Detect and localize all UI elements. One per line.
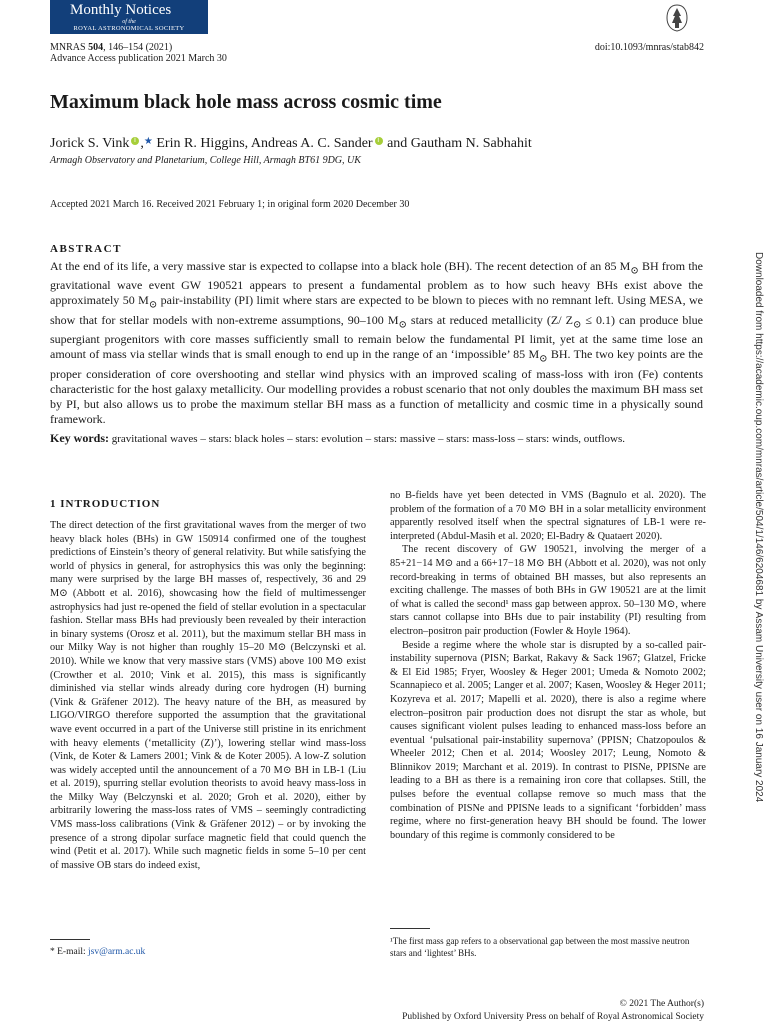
footnote-rule <box>50 939 90 940</box>
journal-name-of: of the <box>122 19 136 25</box>
copyright: © 2021 The Author(s) <box>619 999 704 1009</box>
intro-paragraph-1-cont: no B-fields have yet been detected in VMS (Bagnulo et al. 2020). The problem of the formation of a 70 M⊙ BH in a solar metallicity environment apparently resolved itself when the spectral signatures of LB-1 were re-interpreted (Abdul-Masih et al. 2020; El-Badry & Quataert 2020). <box>390 490 706 542</box>
affiliation: Armagh Observatory and Planetarium, College Hill, Armagh BT61 9DG, UK <box>50 155 361 166</box>
abstract-text: At the end of its life, a very massive star is expected to collapse into a black hole (BH). The recent detection of an 85 $M_⊙$ BH from the gravitational wave event GW 190521 appears to present a fundamental problem as to how such heavy BHs exist above the approximately 50 $M_⊙$ pair-instability (PI) limit where stars are expected to be blown to pieces with no remnant left. Using MESA, we show that for stellar models with non-extreme assumptions, 90–100 $M_⊙$ stars at reduced metallicity (Z/ $Z_⊙ \le 0.1$) can produce blue supergiant progenitors with core masses sufficiently small to remain below the fundamental PI limit, yet at the same time lose an amount of mass via stellar winds that is small enough to end up in the range of an ‘impossible’ 85 $M_⊙$ BH. The two key points are the proper consideration of core overshooting and stellar wind physics with an improved scaling of mass-loss with iron (Fe) contents characteristic for the host galaxy metallicity. Our modelling provides a robust scenario that not only doubles the maximum BH mass set by PI, but also allows us to probe the maximum stellar BH mass as a function of metallicity and cosmic time in a physically sound framework. <box>50 259 703 426</box>
email-link[interactable]: jsv@arm.ac.uk <box>88 947 146 957</box>
abstract-heading: ABSTRACT <box>50 243 122 255</box>
email-footnote: * E-mail: jsv@arm.ac.uk <box>50 947 146 957</box>
keywords: Key words: gravitational waves – stars: black holes – stars: evolution – stars: massive – stars: mass-loss – stars: winds, outflows. <box>50 431 626 445</box>
section-heading-introduction: 1 INTRODUCTION <box>50 498 161 510</box>
doi[interactable]: doi:10.1093/mnras/stab842 <box>594 42 704 53</box>
intro-paragraph-1: The direct detection of the first gravitational waves from the merger of two heavy black holes (BHs) in GW 150914 confirmed one of the toughest predictions of Einstein’s theory of general relativity. But while satisfying the world of physics in general, for astrophysics this was only the beginning: many were surprised by the large BH masses of, respectively, 36 and 29 M⊙ (Abbott et al. 2016), showcasing how the field of multimessenger astrophysics had just re-opened the field of stellar evolution in a spectacular fashion. Stellar mass BHs had previously been revealed by their interaction in binary systems (Orosz et al. 2011), but the maximum stellar BH mass in our Milky Way is not higher than roughly 15–20 M⊙ (Belczynski et al. 2010). While we know that very massive stars (VMS) above 100 M⊙ exist (Crowther et al. 2010; Vink et al. 2015), this mass is significantly diminished via stellar winds already during core hydrogen (H) burning (Vink & Gräfener 2012). The heavy nature of the BH, as measured by LIGO/VIRGO therefore supported the assumption that the gravitational wave event occurred in a part of the Universe still pristine in its enrichment with heavy elements (‘metallicity (Z)’), lowering stellar wind mass-loss (Vink, de Koter & Lamers 2001; Vink & de Koter 2005). A low-Z solution was widely accepted until the announcement of a 70 M⊙ BH in LB-1 (Liu et al. 2019), spurring stellar evolution theorists to avoid heavy mass-loss in the Milky Way (Belczynski et al. 2020; Groh et al. 2020), either by arbitrarily lowering the mass-loss rates of VMS – seemingly contradicting VMS mass-loss calibrations (Vink & Gräfener 2012) – or by invoking the presence of a strong dipolar surface magnetic field that could quench the wind (Petit et al. 2017). While such magnetic fields in some 5–10 per cent of massive OB stars do indeed exist, <box>50 520 366 871</box>
intro-paragraph-3: Beside a regime where the whole star is disrupted by a so-called pair-instability supernova (PISN; Barkat, Rakavy & Sack 1967; Glatzel, Fricke & El Eid 1985; Fryer, Woosley & Heger 2001; Umeda & Nomoto 2002; Scannapieco et al. 2005; Langer et al. 2007; Kasen, Woosley & Heger 2011; Kozyreva et al. 2017; Mapelli et al. 2020), there is also a regime where electron–positron pair production does not disrupt the star as whole, but causes significant violent pulses leading to enhanced mass-loss before an eventual ‘pulsational pair-instability supernova’ (PPISN; Chatzopoulos & Wheeler 2012; Chen et al. 2014; Woosley 2017; Leung, Nomoto & Blinnikov 2019; Marchant et al. 2019). In contrast to PISNe, PPISNe are leading to a BH as there is a remaining iron core that collapses. Still, the pulses before the eventual collapse remove so much mass that the combination of PISNe and PPISNe leads to a significant ‘forbidden’ mass regime, where no first-generation heavy BH should be found. The lower boundary of this regime is commonly considered to be <box>390 639 706 841</box>
paper-title: Maximum black hole mass across cosmic time <box>50 91 442 113</box>
orcid-icon[interactable] <box>131 137 139 145</box>
authors: Jorick S. Vinki ,★ Erin R. Higgins, Andreas A. C. Sanderi and Gautham N. Sabhahit <box>50 136 532 152</box>
volume: 504 <box>88 42 104 53</box>
footnote-1: ¹The first mass gap refers to a observational gap between the most massive neutron stars and ‘lightest’ BHs. <box>390 936 690 958</box>
orcid-icon[interactable] <box>375 137 383 145</box>
journal-name: Monthly Notices <box>70 2 172 18</box>
corresponding-star-icon[interactable]: ★ <box>143 136 153 147</box>
citation-line: MNRAS 504, 146–154 (2021) <box>50 42 173 53</box>
advance-access: Advance Access publication 2021 March 30 <box>50 53 227 64</box>
right-column <box>390 489 706 842</box>
publisher-line: Published by Oxford University Press on behalf of Royal Astronomical Society <box>402 1012 704 1022</box>
footnote-rule <box>390 928 430 929</box>
journal-society: ROYAL ASTRONOMICAL SOCIETY <box>73 25 185 32</box>
publication-dates: Accepted 2021 March 16. Received 2021 February 1; in original form 2020 December 30 <box>50 199 410 210</box>
download-watermark <box>752 252 766 882</box>
journal-banner <box>50 0 208 34</box>
ras-crest-icon <box>664 3 690 33</box>
left-column <box>50 519 366 872</box>
download-text: Downloaded from https://academic.oup.com/mnras/article/504/1/146/6204681 by Assam University user on 16 January 2024 <box>753 252 764 803</box>
intro-paragraph-2: The recent discovery of GW 190521, involving the merger of a 85+21−14 M⊙ and a 66+17−18 M⊙ BH (Abbott et al. 2020), was not only record-breaking in terms of obtained BH masses, but also represents an exciting challenge. The masses of both BHs in GW 190521 are at the limit of what is called the second¹ mass gap between approx. 50–130 M⊙, where stars cannot collapse into BHs due to pair instability (PI) resulting from electron–positron pair production (Fowler & Hoyle 1964). <box>390 544 706 637</box>
